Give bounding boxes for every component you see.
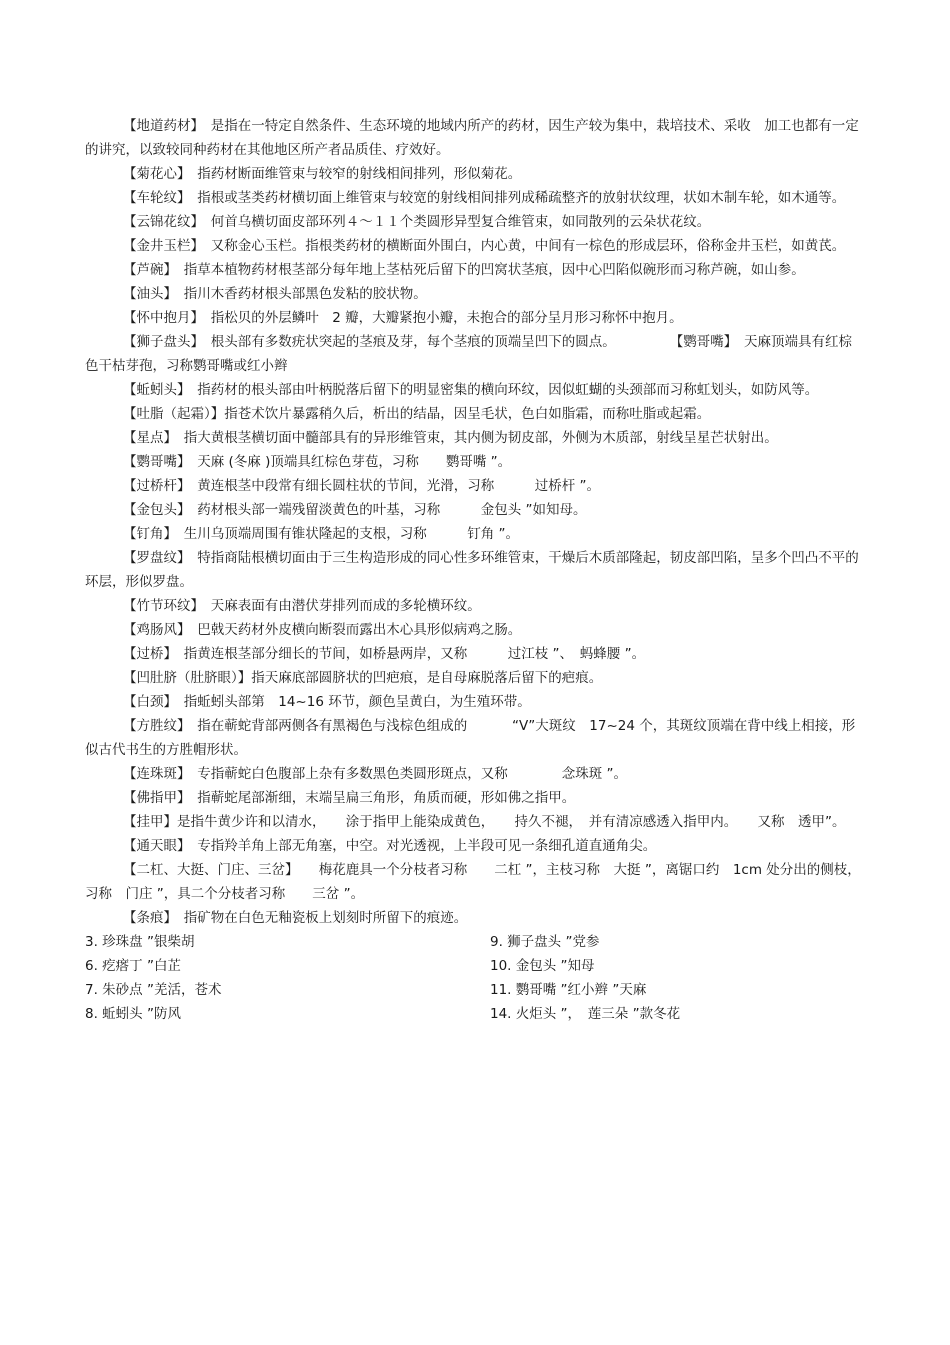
term-label: 【过桥杆】: [123, 478, 184, 494]
term-label: 【怀中抱月】: [123, 310, 198, 326]
list-item: 7. 朱砂点 ”羌活，苍术: [85, 982, 222, 998]
term-label: 【吐脂（起霜）】: [123, 406, 225, 422]
definition-paragraph: [85, 210, 865, 234]
numbered-list: [85, 930, 865, 1026]
definition-paragraph: [85, 786, 865, 810]
definition-paragraph: [85, 906, 865, 930]
list-item: 14. 火炬头 ”， 莲三朵 ”款冬花: [490, 1006, 681, 1022]
term-label: 【金包头】: [123, 502, 184, 518]
definition-paragraph: [85, 714, 865, 762]
definition-paragraph: [85, 426, 865, 450]
term-label: 【地道药材】: [123, 118, 198, 134]
definition-paragraph: [85, 666, 865, 690]
definition-paragraph: [85, 594, 865, 618]
list-item: 11. 鹦哥嘴 ”红小辫 ”天麻: [490, 982, 647, 998]
term-definition: 何首乌横切面皮部环列４～１１个类圆形异型复合维管束，如同散列的云朵状花纹。: [197, 214, 711, 230]
term-definitions: [85, 114, 865, 930]
term-label: 【罗盘纹】: [123, 550, 184, 566]
term-definition: 指大黄根茎横切面中髓部具有的异形维管束，其内侧为韧皮部，外侧为木质部，射线呈星芒状射出。: [170, 430, 778, 446]
term-label: 【鸡肠风】: [123, 622, 184, 638]
term-definition: 根头部有多数疣状突起的茎痕及芽，每个茎痕的顶端呈凹下的圆点。 【鹦哥嘴】 天麻顶端具有红棕色干枯芽孢，习称鹦哥嘴或红小辫: [85, 334, 852, 374]
term-definition: 天麻表面有由潜伏芽排列而成的多轮横环纹。: [197, 598, 481, 614]
term-label: 【车轮纹】: [123, 190, 184, 206]
term-label: 【凹肚脐（肚脐眼）】: [123, 670, 252, 686]
term-label: 【菊花心】: [123, 166, 184, 182]
definition-paragraph: [85, 498, 865, 522]
term-definition: 天麻 (冬麻 )顶端具红棕色芽苞，习称 鹦哥嘴 ”。: [183, 454, 512, 470]
term-definition: 又称金心玉栏。指根类药材的横断面外围白，内心黄，中间有一棕色的形成层环，俗称金井玉栏，如黄芪。: [197, 238, 846, 254]
term-definition: 指药材断面维管束与较窄的射线相间排列，形似菊花。: [183, 166, 522, 182]
definition-paragraph: [85, 114, 865, 162]
term-definition: 指草本植物药材根茎部分每年地上茎枯死后留下的凹窝状茎痕，因中心凹陷似碗形而习称芦碗，如山参。: [170, 262, 805, 278]
term-label: 【云锦花纹】: [123, 214, 198, 230]
definition-paragraph: [85, 450, 865, 474]
definition-paragraph: [85, 858, 865, 906]
term-definition: 是指牛黄少许和以清水， 涂于指甲上能染成黄色， 持久不褪， 并有清凉感透入指甲内。 又称 透甲”。: [177, 814, 846, 830]
definition-paragraph: [85, 618, 865, 642]
definition-paragraph: [85, 234, 865, 258]
term-label: 【挂甲】: [123, 814, 177, 830]
term-label: 【方胜纹】: [123, 718, 184, 734]
term-label: 【金井玉栏】: [123, 238, 198, 254]
term-label: 【通天眼】: [123, 838, 184, 854]
term-label: 【竹节环纹】: [123, 598, 198, 614]
term-label: 【二杠、大挺、门庄、三岔】: [123, 862, 292, 878]
list-item: 8. 蚯蚓头 ”防风: [85, 1006, 181, 1022]
list-item: 9. 狮子盘头 ”党参: [490, 934, 600, 950]
definition-paragraph: [85, 306, 865, 330]
definition-paragraph: [85, 834, 865, 858]
term-label: 【狮子盘头】: [123, 334, 198, 350]
term-definition: 指根或茎类药材横切面上维管束与较宽的射线相间排列成稀疏整齐的放射状纹理，状如木制车轮，如木通等。: [183, 190, 846, 206]
term-definition: 指黄连根茎部分细长的节间，如桥悬两岸，又称 过江枝 ”、 蚂蜂腰 ”。: [170, 646, 646, 662]
term-definition: 黄连根茎中段常有细长圆柱状的节间，光滑，习称 过桥杆 ”。: [183, 478, 601, 494]
definition-paragraph: [85, 474, 865, 498]
term-definition: 专指羚羊角上部无角塞，中空。对光透视，上半段可见一条细孔道直通角尖。: [183, 838, 657, 854]
term-definition: 生川乌顶端周围有锥状隆起的支根，习称 钉角 ”。: [170, 526, 520, 542]
term-definition: 指松贝的外层鳞叶 2 瓣，大瓣紧抱小瓣，未抱合的部分呈月形习称怀中抱月。: [197, 310, 683, 326]
definition-paragraph: [85, 162, 865, 186]
term-definition: 特指商陆根横切面由于三生构造形成的同心性多环维管束，干燥后木质部隆起，韧皮部凹陷，呈多个凹凸不平的环层，形似罗盘。: [85, 550, 859, 590]
term-label: 【鹦哥嘴】: [123, 454, 184, 470]
term-definition: 是指在一特定自然条件、生态环境的地域内所产的药材，因生产较为集中，栽培技术、采收 加工也都有一定的讲究，以致较同种药材在其他地区所产者品质佳、疗效好。: [85, 118, 859, 158]
definition-paragraph: [85, 546, 865, 594]
definition-paragraph: [85, 522, 865, 546]
definition-paragraph: [85, 642, 865, 666]
term-label: 【过桥】: [123, 646, 171, 662]
term-definition: 指在蕲蛇背部两侧各有黑褐色与浅棕色组成的 “V”大斑纹 17~24 个，其斑纹顶端在背中线上相接，形似古代书生的方胜帽形状。: [85, 718, 856, 758]
term-label: 【钉角】: [123, 526, 171, 542]
list-item: 10. 金包头 ”知母: [490, 958, 595, 974]
definition-paragraph: [85, 330, 865, 378]
term-label: 【芦碗】: [123, 262, 171, 278]
definition-paragraph: [85, 282, 865, 306]
term-label: 【星点】: [123, 430, 171, 446]
term-definition: 指蕲蛇尾部渐细，末端呈扁三角形，角质而硬，形如佛之指甲。: [183, 790, 576, 806]
term-definition: 梅花鹿具一个分枝者习称 二杠 ”，主枝习称 大挺 ”，离锯口约 1cm 处分出的侧枝，习称 门庄 ”，具二个分枝者习称 三岔 ”。: [85, 862, 861, 902]
term-label: 【蚯蚓头】: [123, 382, 184, 398]
definition-paragraph: [85, 810, 865, 834]
definition-paragraph: [85, 402, 865, 426]
definition-paragraph: [85, 690, 865, 714]
term-label: 【油头】: [123, 286, 171, 302]
definition-paragraph: [85, 258, 865, 282]
definition-paragraph: [85, 186, 865, 210]
document-page: [85, 114, 865, 1026]
term-definition: 指药材的根头部由叶柄脱落后留下的明显密集的横向环纹，因似虹蝴的头颈部而习称虹划头，如防风等。: [183, 382, 819, 398]
term-label: 【白颈】: [123, 694, 171, 710]
definition-paragraph: [85, 762, 865, 786]
term-definition: 指天麻底部圆脐状的凹疤痕，是自母麻脱落后留下的疤痕。: [251, 670, 603, 686]
term-label: 【条痕】: [123, 910, 171, 926]
list-item: 6. 疙瘩丁 ”白芷: [85, 958, 181, 974]
term-definition: 药材根头部一端残留淡黄色的叶基，习称 金包头 ”如知母。: [183, 502, 587, 518]
list-item: 3. 珍珠盘 ”银柴胡: [85, 934, 195, 950]
term-definition: 指苍术饮片暴露稍久后，析出的结晶，因呈毛状，色白如脂霜，而称吐脂或起霜。: [224, 406, 711, 422]
term-definition: 专指蕲蛇白色腹部上杂有多数黑色类圆形斑点，又称 念珠斑 ”。: [183, 766, 628, 782]
term-definition: 指矿物在白色无釉瓷板上划刻时所留下的痕迹。: [170, 910, 468, 926]
term-definition: 巴戟天药材外皮横向断裂而露出木心具形似病鸡之肠。: [183, 622, 522, 638]
definition-paragraph: [85, 378, 865, 402]
term-definition: 指蚯蚓头部第 14~16 环节，颜色呈黄白，为生殖环带。: [170, 694, 531, 710]
term-definition: 指川木香药材根头部黑色发粘的胶状物。: [170, 286, 427, 302]
term-label: 【佛指甲】: [123, 790, 184, 806]
term-label: 【连珠斑】: [123, 766, 184, 782]
